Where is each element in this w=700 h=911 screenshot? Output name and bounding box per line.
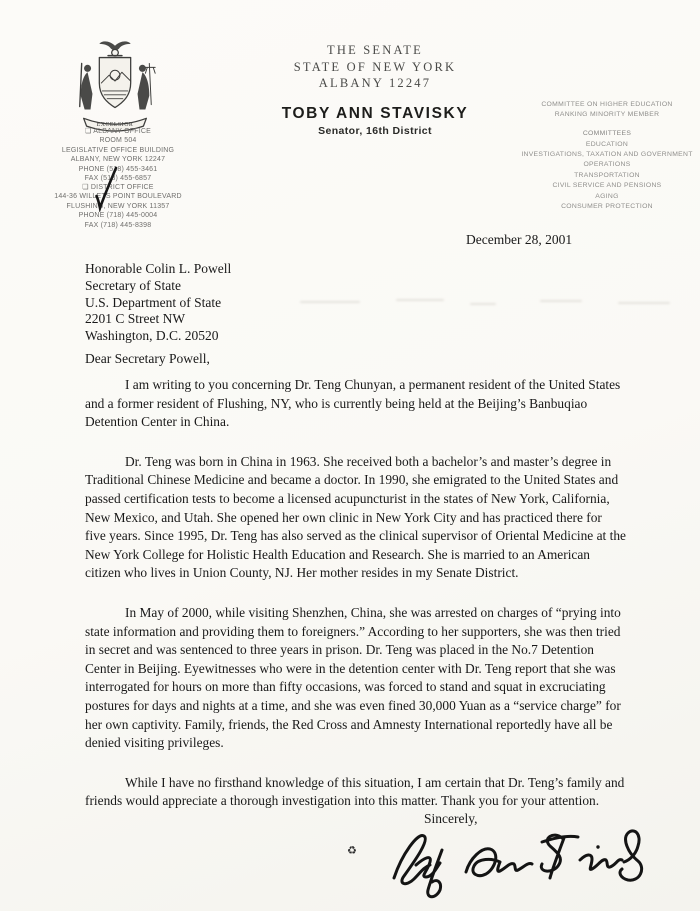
recipient-line: Washington, D.C. 20520 — [85, 328, 219, 344]
scan-smudge — [396, 299, 444, 301]
office-line: ALBANY, NEW YORK 12247 — [70, 156, 166, 164]
recycle-icon: ♻ — [347, 845, 357, 857]
recipient-line: Secretary of State — [85, 277, 181, 293]
seal-motto-text: EXCELSIOR — [96, 122, 134, 129]
signature — [366, 820, 653, 900]
scan-smudge — [540, 300, 582, 302]
letter-date: December 28, 2001 — [466, 232, 573, 247]
office-line: FLUSHING, NEW YORK 11357 — [66, 202, 170, 210]
committees-block — [517, 100, 697, 213]
new-york-state-seal-icon — [56, 36, 174, 134]
letter-body — [85, 376, 626, 832]
committee-item: TRANSPORTATION — [574, 171, 640, 179]
recipient-line: 2201 C Street NW — [85, 311, 186, 327]
committee-role-line: RANKING MINORITY MEMBER — [554, 110, 660, 118]
committee-role-line: COMMITTEE ON HIGHER EDUCATION — [541, 101, 673, 108]
letterhead-heading — [240, 42, 510, 137]
recipient-address — [85, 261, 231, 345]
paragraph: While I have no firsthand knowledge of this situation, I am certain that Dr. Teng’s family and friends would appreciate a thorough investigation into this matter. Thank you for your attention. — [85, 774, 625, 809]
office-line: LEGISLATIVE OFFICE BUILDING — [61, 146, 175, 154]
paragraph: I am writing to you concerning Dr. Teng Chunyan, a permanent resident of the United States and a former resident of Flushing, NY, who is currently being held at the Beijing’s Banbuqiao Detention Center in China. — [85, 377, 621, 430]
office-line: FAX (718) 445-8398 — [84, 221, 152, 229]
scan-smudge — [470, 303, 496, 305]
paragraph: Dr. Teng was born in China in 1963. She received both a bachelor’s and master’s degree in Traditional Chinese Medicine and became a doctor. In 1990, she emigrated to the United States and passed certification tests to become a licensed acupuncturist in the states of New York, California, New Mexico, and Utah. She opened her own clinic in New York City and has practiced there for five years. Since 1995, Dr. Teng has also served as the clinical supervisor of Oriental Medicine at the New York College for Holistic Health Education and Research. She is married to an American citizen who lives in Union County, NJ. Her mother resides in my Senate District. — [85, 453, 626, 581]
office-line: ROOM 504 — [99, 137, 137, 145]
recipient-line: Honorable Colin L. Powell — [85, 261, 232, 276]
committee-item: EDUCATION — [585, 140, 629, 148]
recipient-line: U.S. Department of State — [85, 294, 222, 310]
office-line: 144-36 WILLETS POINT BOULEVARD — [54, 193, 182, 201]
closing: Sincerely, — [424, 811, 478, 826]
senate-line: ALBANY 12247 — [318, 76, 432, 90]
senate-line: THE SENATE — [327, 43, 423, 57]
senate-line: STATE OF NEW YORK — [293, 59, 457, 74]
office-line: ❏ DISTRICT OFFICE — [82, 184, 154, 191]
committees-heading: COMMITTEES — [582, 130, 632, 138]
committee-item: INVESTIGATIONS, TAXATION AND GOVERNMENT OPERATIONS — [521, 151, 693, 168]
office-line: PHONE (718) 445-0004 — [78, 212, 158, 220]
scan-smudge — [300, 301, 360, 303]
paragraph: In May of 2000, while visiting Shenzhen, China, she was arrested on charges of “prying into state information and providing them to foreigners.” According to her supporters, she was then tried in secret and was sentenced to three years in prison. Dr. Teng was placed in the No.7 Detention Center in Beijing. Eyewitnesses who were in the detention center with Dr. Teng report that she was interrogated for hours on more than fifty occasions, was forced to stand and squat in excruciating postures for days and nights at a time, and she was even fined 30,000 Yuan as a “service charge” for her own captivity. Family, friends, the Red Cross and Amnesty International reportedly have all be denied visiting privileges. — [85, 604, 621, 751]
committee-item: CONSUMER PROTECTION — [561, 203, 653, 211]
scan-smudge — [618, 302, 670, 304]
handwritten-checkmark-icon — [94, 166, 120, 212]
senator-name: TOBY ANN STAVISKY — [281, 104, 469, 122]
committee-item: CIVIL SERVICE AND PENSIONS — [552, 182, 662, 190]
office-line: PHONE (518) 455-3461 — [78, 165, 158, 173]
office-line: ❏ ALBANY OFFICE — [85, 128, 151, 135]
office-line: FAX (518) 455-6857 — [84, 175, 152, 183]
committee-item: AGING — [595, 192, 619, 200]
salutation: Dear Secretary Powell, — [85, 351, 210, 366]
senator-title: Senator, 16th District — [318, 124, 432, 137]
